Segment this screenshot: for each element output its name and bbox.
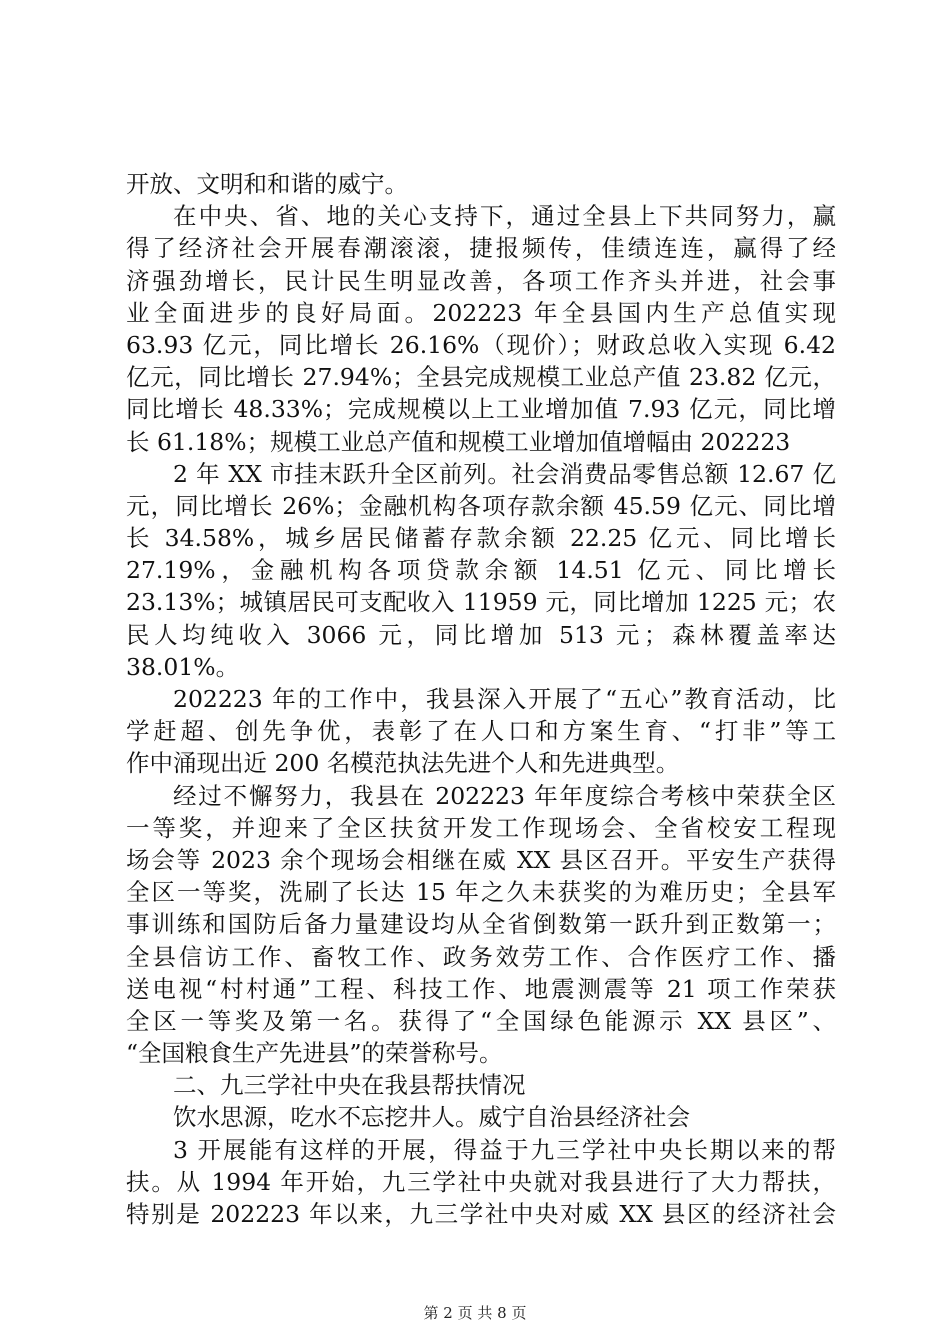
text-line: “全国粮食生产先进县”的荣誉称号。 <box>126 1039 503 1068</box>
text-line: 送电视“村村通”工程、科技工作、地震测震等 21 项工作荣获 <box>126 974 836 1003</box>
text-line: 亿元，同比增长 27.94%；全县完成规模工业总产值 23.82 亿元， <box>126 363 836 392</box>
text-line: 长 61.18%；规模工业总产值和规模工业增加值增幅由 202223 <box>126 427 791 456</box>
text-line: 同比增长 48.33%；完成规模以上工业增加值 7.93 亿元，同比增 <box>126 395 836 424</box>
text-line: 27.19%，金融机构各项贷款余额 14.51 亿元、同比增长 <box>126 556 836 585</box>
text-line: 23.13%；城镇居民可支配收入 11959 元，同比增加 1225 元；农 <box>126 588 836 617</box>
page-footer: 第 2 页 共 8 页 <box>423 1304 527 1322</box>
text-line: 202223 年的工作中，我县深入开展了“五心”教育活动，比 <box>173 685 836 713</box>
text-line: 作中涌现出近 200 名模范执法先进个人和先进典型。 <box>126 749 680 778</box>
text-line: 2 年 XX 市挂末跃升全区前列。社会消费品零售总额 12.67 亿 <box>173 459 836 488</box>
text-line: 全县信访工作、畜牧工作、政务效劳工作、合作医疗工作、播 <box>126 942 836 971</box>
document-body <box>126 168 836 1230</box>
text-line: 场会等 2023 余个现场会相继在威 XX 县区召开。平安生产获得 <box>126 845 836 874</box>
text-line: 学赶超、创先争优，表彰了在人口和方案生育、“打非”等工 <box>126 717 836 746</box>
text-line: 事训练和国防后备力量建设均从全省倒数第一跃升到正数第一； <box>126 910 836 939</box>
text-line: 全区一等奖及第一名。获得了“全国绿色能源示 XX 县区”、 <box>126 1006 836 1035</box>
text-line: 元，同比增长 26%；金融机构各项存款余额 45.59 亿元、同比增 <box>126 491 836 520</box>
text-line: 济强劲增长，民计民生明显改善，各项工作齐头并进，社会事 <box>126 266 836 295</box>
text-line: 经过不懈努力，我县在 202223 年年度综合考核中荣获全区 <box>173 781 836 810</box>
text-line: 业全面进步的良好局面。202223 年全县国内生产总值实现 <box>126 298 836 327</box>
text-line: 扶。从 1994 年开始，九三学社中央就对我县进行了大力帮扶， <box>126 1167 836 1196</box>
text-line: 特别是 202223 年以来，九三学社中央对威 XX 县区的经济社会 <box>126 1200 836 1228</box>
text-line: 63.93 亿元，同比增长 26.16%（现价）；财政总收入实现 6.42 <box>126 330 836 359</box>
text-line: 饮水思源，吃水不忘挖井人。威宁自治县经济社会 <box>173 1103 690 1132</box>
text-line: 38.01%。 <box>126 652 240 681</box>
text-line: 开放、文明和和谐的威宁。 <box>126 170 408 198</box>
text-line: 全区一等奖，洗刷了长达 15 年之久未获奖的为难历史；全县军 <box>126 878 836 907</box>
text-line: 一等奖，并迎来了全区扶贫开发工作现场会、全省校安工程现 <box>126 813 836 842</box>
text-line: 民人均纯收入 3066 元，同比增加 513 元；森林覆盖率达 <box>126 620 836 649</box>
text-line: 在中央、省、地的关心支持下，通过全县上下共同努力，赢 <box>173 202 836 231</box>
text-line: 得了经济社会开展春潮滚滚，捷报频传，佳绩连连，赢得了经 <box>126 234 836 263</box>
text-line: 3 开展能有这样的开展，得益于九三学社中央长期以来的帮 <box>173 1135 836 1164</box>
text-line: 长 34.58%，城乡居民储蓄存款余额 22.25 亿元、同比增长 <box>126 524 836 553</box>
text-line: 二、九三学社中央在我县帮扶情况 <box>173 1071 526 1100</box>
